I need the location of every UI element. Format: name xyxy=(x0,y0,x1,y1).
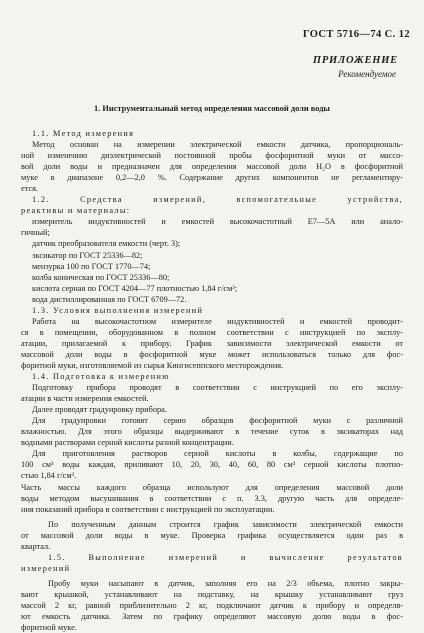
text-line: Далее проводят градуировку прибора. xyxy=(32,405,167,415)
section-title: 1. Инструментальный метод определения массовой доли воды xyxy=(94,104,330,113)
text-line: муке в диапазоне 0,2—2,0 %. Содержание других компонентов не регламентиру- xyxy=(21,173,403,183)
standard-number: ГОСТ 5716—74 С. 12 xyxy=(302,29,410,40)
text-line: форитной муки, изготовляемой из сырья Кингисеппского месторождения. xyxy=(21,360,284,370)
text-line: 100 см³ воды каждая, приливают 10, 20, 30, 40, 60, 80 см³ серной кислоты плотно- xyxy=(21,460,403,470)
recommended-label: Рекомендуемое xyxy=(338,69,396,79)
text-line: атации, прилагаемой к прибору. График зависимости электрической емкости от xyxy=(21,338,403,348)
text-line: Метод основан на измерении электрической емкости датчика, пропорциональ- xyxy=(32,140,403,150)
text-line: Для градуировки готовят серию образцов фосфоритной муки с различной xyxy=(32,416,403,426)
list-item: мензурка 100 по ГОСТ 1770—74; xyxy=(32,261,151,271)
text-line: Для приготовления растворов серной кислоты в колбы, содержащие по xyxy=(32,449,403,459)
appendix-label: ПРИЛОЖЕНИЕ xyxy=(312,55,398,66)
text-line: гичный; xyxy=(21,228,50,238)
text-line: ся в помещении, оборудованном в полном соответствии с инструкцией по эксплу- xyxy=(21,327,403,337)
text-line: ной изменению диэлектрической постоянной пробы фосфоритной муки от массо- xyxy=(21,151,403,161)
list-item: эксикатор по ГОСТ 25336—82; xyxy=(32,250,143,260)
text-line: форитной муке. xyxy=(21,623,77,633)
list-item: вода дистиллированная по ГОСТ 6709—72. xyxy=(32,294,187,304)
text-line: квартал. xyxy=(21,541,51,551)
text-line: воды методом высушивания в соответствии с п. 3.3, другую часть для определе- xyxy=(21,493,403,503)
text-line: от массовой доли воды в муке. Проверка графика осуществляется один раз в xyxy=(21,530,403,540)
subsection-heading: 1.4. Подготовка к измерению xyxy=(32,372,170,382)
text-line: Подготовку прибора проводят в соответствии с инструкцией по его эксплу- xyxy=(32,383,403,393)
text-line: Часть массы каждого образца используют для определения массовой доли xyxy=(21,482,403,492)
subsection-heading: 1.5. Выполнение измерений и вычисление результатов xyxy=(48,552,403,562)
text-line: массой 2 кг, равной приблизительно 2 кг, подключают датчик к прибору и определя- xyxy=(21,600,403,610)
text-line: Работа на высокочастотном измерителе индуктивностей и емкостей проводит- xyxy=(32,316,403,326)
text-line: ется. xyxy=(21,184,38,194)
text-line: стью 1,84 г/см³. xyxy=(21,471,77,481)
list-item: датчик преобразователя емкости (черт. 3); xyxy=(32,239,181,249)
text-line: вой доли воды и предназначен для определения массовой доли H₂O в фосфоритной xyxy=(21,162,403,172)
text-line: водными растворами серной кислоты разной концентрации. xyxy=(21,438,234,448)
subsection-heading: измерений xyxy=(21,563,71,573)
subsection-heading: 1.2. Средства измерений, вспомогательные устройства, xyxy=(32,195,403,205)
list-item: колба коническая по ГОСТ 25336—80; xyxy=(32,272,170,282)
text-line: ют емкость датчика. Затем по графику определяют массовую долю воды в фос- xyxy=(21,612,403,622)
subsection-heading: 1.1. Метод измерения xyxy=(32,129,135,138)
text-line: массовой доли воды в фосфоритной муке может использоваться только для фос- xyxy=(21,349,403,359)
list-item: кислота серная по ГОСТ 4204—77 плотностью 1,84 г/см³; xyxy=(32,283,238,293)
document-body xyxy=(21,128,403,633)
subsection-heading: 1.3. Условия выполнения измерений xyxy=(32,305,204,315)
text-line: Пробу муки насыпают в датчик, заполняя его на 2/3 объема, плотно закры- xyxy=(48,578,403,588)
text-line: влажностью. Для этого образцы выдерживают в течение суток в эксикаторах над xyxy=(21,427,403,437)
text-line: измеритель индуктивностей и емкостей высокочастотный Е7—5А или анало- xyxy=(32,217,403,227)
text-line: атации в части измерения емкостей. xyxy=(21,394,149,404)
text-line: вают крышкой, устанавливают на подставку, на крышку устанавливают груз xyxy=(21,589,403,599)
text-line: ния показаний прибора в соответствии с инструкцией по эксплуатации. xyxy=(21,504,275,514)
subsection-heading: реактивы и материалы: xyxy=(21,206,131,216)
text-line: По полученным данным строится график зависимости электрической емкости xyxy=(48,519,403,529)
